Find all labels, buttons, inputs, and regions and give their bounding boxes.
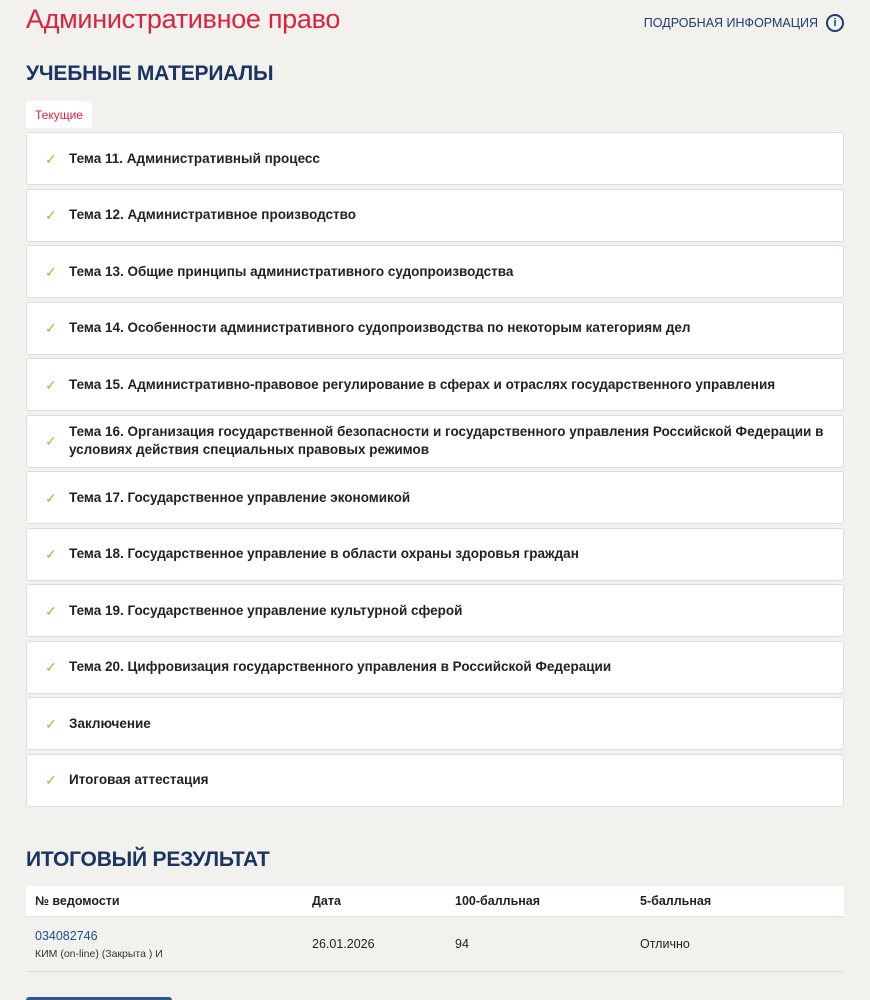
material-item[interactable] — [26, 471, 844, 524]
materials-list — [26, 132, 844, 810]
statement-link[interactable]: 034082746 — [35, 928, 98, 943]
material-item[interactable] — [26, 754, 844, 807]
check-icon: ✓ — [45, 433, 57, 449]
check-icon: ✓ — [45, 263, 57, 280]
check-icon: ✓ — [45, 602, 57, 619]
material-item-label: Заключение — [69, 715, 151, 731]
check-icon: ✓ — [45, 376, 57, 393]
material-item[interactable] — [26, 415, 844, 468]
material-item-label: Итоговая аттестация — [69, 772, 209, 787]
check-icon: ✓ — [45, 320, 57, 336]
cell-score100: 94 — [455, 937, 469, 951]
details-link[interactable] — [644, 14, 844, 32]
table-header — [26, 886, 844, 917]
material-item[interactable] — [26, 245, 844, 298]
statement-note: КИМ (on-line) (Закрыта ) И — [35, 947, 163, 960]
material-item[interactable] — [26, 132, 844, 185]
col-score100: 100-балльная — [455, 894, 541, 908]
col-score5: 5-балльная — [640, 894, 712, 908]
material-item-label: Тема 14. Особенности административного судопроизводства по некоторым категориям дел — [69, 320, 691, 335]
material-item[interactable] — [26, 697, 844, 750]
check-icon: ✓ — [45, 207, 57, 223]
material-item-label: Тема 12. Административное производство — [69, 207, 357, 222]
check-icon: ✓ — [45, 489, 57, 506]
material-item[interactable] — [26, 302, 844, 355]
details-link-label: ПОДРОБНАЯ ИНФОРМАЦИЯ — [643, 16, 818, 30]
cell-score5: Отлично — [640, 937, 690, 951]
material-item-label: Тема 19. Государственное управление культурной сферой — [69, 602, 463, 618]
page-title: Административное право — [26, 4, 341, 34]
check-icon: ✓ — [45, 659, 57, 675]
material-item-label: Тема 20. Цифровизация государственного управления в Российской Федерации — [69, 659, 612, 674]
col-number: № ведомости — [35, 894, 120, 908]
material-item[interactable] — [26, 189, 844, 242]
result-heading: ИТОГОВЫЙ РЕЗУЛЬТАТ — [26, 848, 270, 871]
col-date: Дата — [312, 894, 341, 908]
cell-date: 26.01.2026 — [312, 937, 375, 951]
check-icon: ✓ — [45, 715, 57, 732]
check-icon: ✓ — [45, 150, 57, 167]
material-item-label: Тема 17. Государственное управление экономикой — [69, 489, 411, 505]
material-item[interactable] — [26, 641, 844, 694]
material-item-label: Тема 18. Государственное управление в области охраны здоровья граждан — [69, 546, 579, 561]
materials-heading: УЧЕБНЫЕ МАТЕРИАЛЫ — [26, 62, 274, 85]
material-item-label: Тема 16. Организация государственной безопасности и государственного управления Российской Федерации в условиях действия специальных правовых режимов — [69, 424, 824, 457]
check-icon: ✓ — [45, 772, 57, 788]
material-item-label: Тема 15. Административно-правовое регулирование в сферах и отраслях государственного управления — [69, 376, 776, 392]
material-item[interactable] — [26, 358, 844, 411]
table-row — [26, 917, 844, 972]
info-icon: i — [826, 14, 844, 32]
tab-current[interactable]: Текущие — [26, 101, 92, 128]
material-item[interactable] — [26, 584, 844, 637]
material-item[interactable] — [26, 528, 844, 581]
check-icon: ✓ — [45, 546, 57, 562]
result-table — [26, 886, 844, 972]
material-item-label: Тема 13. Общие принципы административного судопроизводства — [69, 263, 514, 279]
material-item-label: Тема 11. Административный процесс — [69, 150, 320, 166]
